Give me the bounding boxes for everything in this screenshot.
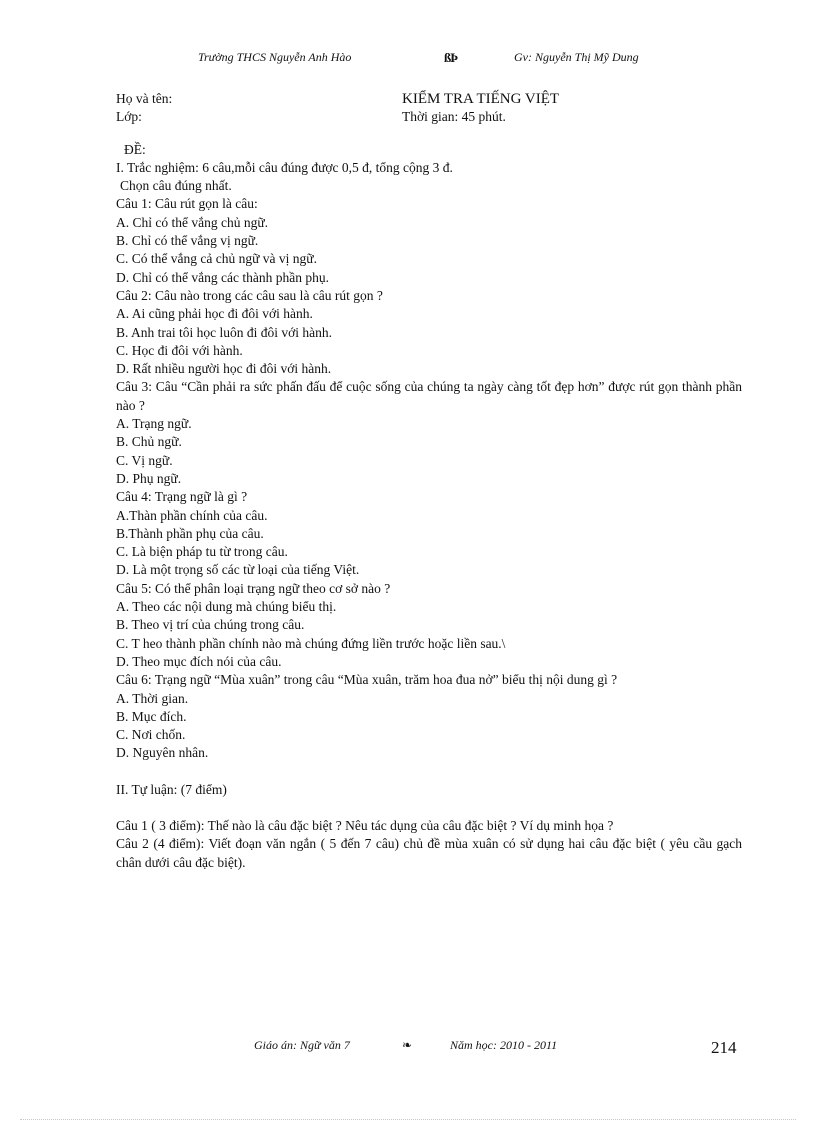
- school-year: Năm học: 2010 - 2011: [450, 1038, 558, 1052]
- school-name: Trường THCS Nguyễn Anh Hào: [198, 50, 352, 64]
- q1-question: Câu 1: Câu rút gọn là câu:: [116, 196, 258, 212]
- book-icon: ßÞ: [444, 50, 458, 65]
- q2-option-b: B. Anh trai tôi học luôn đi đôi với hành.: [116, 324, 332, 340]
- q4-option-a: A.Thàn phần chính của câu.: [116, 507, 268, 523]
- part1-instruction: Chọn câu đúng nhất.: [120, 178, 232, 194]
- q5-option-d: D. Theo mục đích nói của câu.: [116, 653, 282, 669]
- q6-option-d: D. Nguyên nhân.: [116, 745, 209, 761]
- q2-question: Câu 2: Câu nào trong các câu sau là câu rút gọn ?: [116, 287, 383, 303]
- part2-heading: II. Tự luận: (7 điểm): [116, 781, 227, 797]
- info-row-1: [116, 90, 742, 108]
- book-title: Giáo án: Ngữ văn 7: [254, 1038, 350, 1052]
- q6-question: Câu 6: Trạng ngữ “Mùa xuân” trong câu “Mùa xuân, trăm hoa đua nở” biểu thị nội dung gì ?: [116, 672, 618, 688]
- class-label: Lớp:: [116, 109, 142, 125]
- q6-option-c: C. Nơi chốn.: [116, 727, 186, 743]
- exam-content: [116, 90, 742, 872]
- page-bottom-divider: [20, 1119, 796, 1120]
- q1-option-a: A. Chỉ có thể vắng chủ ngữ.: [116, 214, 269, 230]
- q6-option-a: A. Thời gian.: [116, 690, 189, 706]
- exam-title: KIỂM TRA TIẾNG VIỆT: [402, 91, 560, 107]
- q5-option-b: B. Theo vị trí của chúng trong câu.: [116, 617, 305, 633]
- q3-option-b: B. Chủ ngữ.: [116, 434, 182, 450]
- q3-option-a: A. Trạng ngữ.: [116, 416, 192, 432]
- spacer: [116, 763, 742, 781]
- spacer: [116, 799, 742, 817]
- q5-option-a: A. Theo các nội dung mà chúng biểu thị.: [116, 599, 337, 615]
- teacher-name: Gv: Nguyễn Thị Mỹ Dung: [514, 50, 639, 64]
- q1-option-d: D. Chỉ có thể vắng các thành phần phụ.: [116, 269, 329, 285]
- q2-option-a: A. Ai cũng phải học đi đôi với hành.: [116, 306, 313, 322]
- q3-option-d: D. Phụ ngữ.: [116, 470, 182, 486]
- q5-option-c: C. T heo thành phần chính nào mà chúng đứng liền trước hoặc liền sau.\: [116, 635, 506, 651]
- q4-question: Câu 4: Trạng ngữ là gì ?: [116, 489, 248, 505]
- q4-option-d: D. Là một trọng số các từ loại của tiếng Việt.: [116, 562, 360, 578]
- q5-question: Câu 5: Có thể phân loại trạng ngữ theo cơ sở nào ?: [116, 580, 391, 596]
- q3-option-c: C. Vị ngữ.: [116, 452, 173, 468]
- q2-option-c: C. Học đi đôi với hành.: [116, 342, 243, 358]
- part1-heading: I. Trắc nghiệm: 6 câu,mỗi câu đúng được 0,5 đ, tổng cộng 3 đ.: [116, 159, 453, 175]
- page-number: 214: [711, 1038, 737, 1057]
- page-header: [0, 50, 816, 68]
- page-footer: [0, 1038, 816, 1058]
- essay-question-1: Câu 1 ( 3 điểm): Thế nào là câu đặc biệt ? Nêu tác dụng của câu đặc biệt ? Ví dụ minh họa ?: [116, 817, 614, 833]
- q6-option-b: B. Mục đích.: [116, 708, 187, 724]
- q4-option-b: B.Thành phần phụ của câu.: [116, 525, 264, 541]
- fleuron-icon: ❧: [402, 1038, 413, 1052]
- q2-option-d: D. Rất nhiều người học đi đôi với hành.: [116, 361, 332, 377]
- q3-question: Câu 3: Câu “Cần phải ra sức phấn đấu để cuộc sống của chúng ta ngày càng tốt đẹp hơn” được rút gọn thành phần nào ?: [116, 379, 742, 413]
- essay-question-2: Câu 2 (4 điểm): Viết đoạn văn ngắn ( 5 đến 7 câu) chủ đề mùa xuân có sử dụng hai câu đặc biệt ( yêu cầu gạch chân dưới câu đặc biệt).: [116, 836, 742, 870]
- name-label: Họ và tên:: [116, 91, 173, 106]
- exam-time: Thời gian: 45 phút.: [402, 109, 506, 125]
- de-label: ĐỀ:: [124, 141, 146, 157]
- q1-option-c: C. Có thể vắng cả chủ ngữ và vị ngữ.: [116, 251, 317, 267]
- q1-option-b: B. Chỉ có thể vắng vị ngữ.: [116, 233, 259, 249]
- q4-option-c: C. Là biện pháp tu từ trong câu.: [116, 544, 288, 560]
- spacer: [116, 127, 742, 141]
- info-row-2: [116, 108, 742, 126]
